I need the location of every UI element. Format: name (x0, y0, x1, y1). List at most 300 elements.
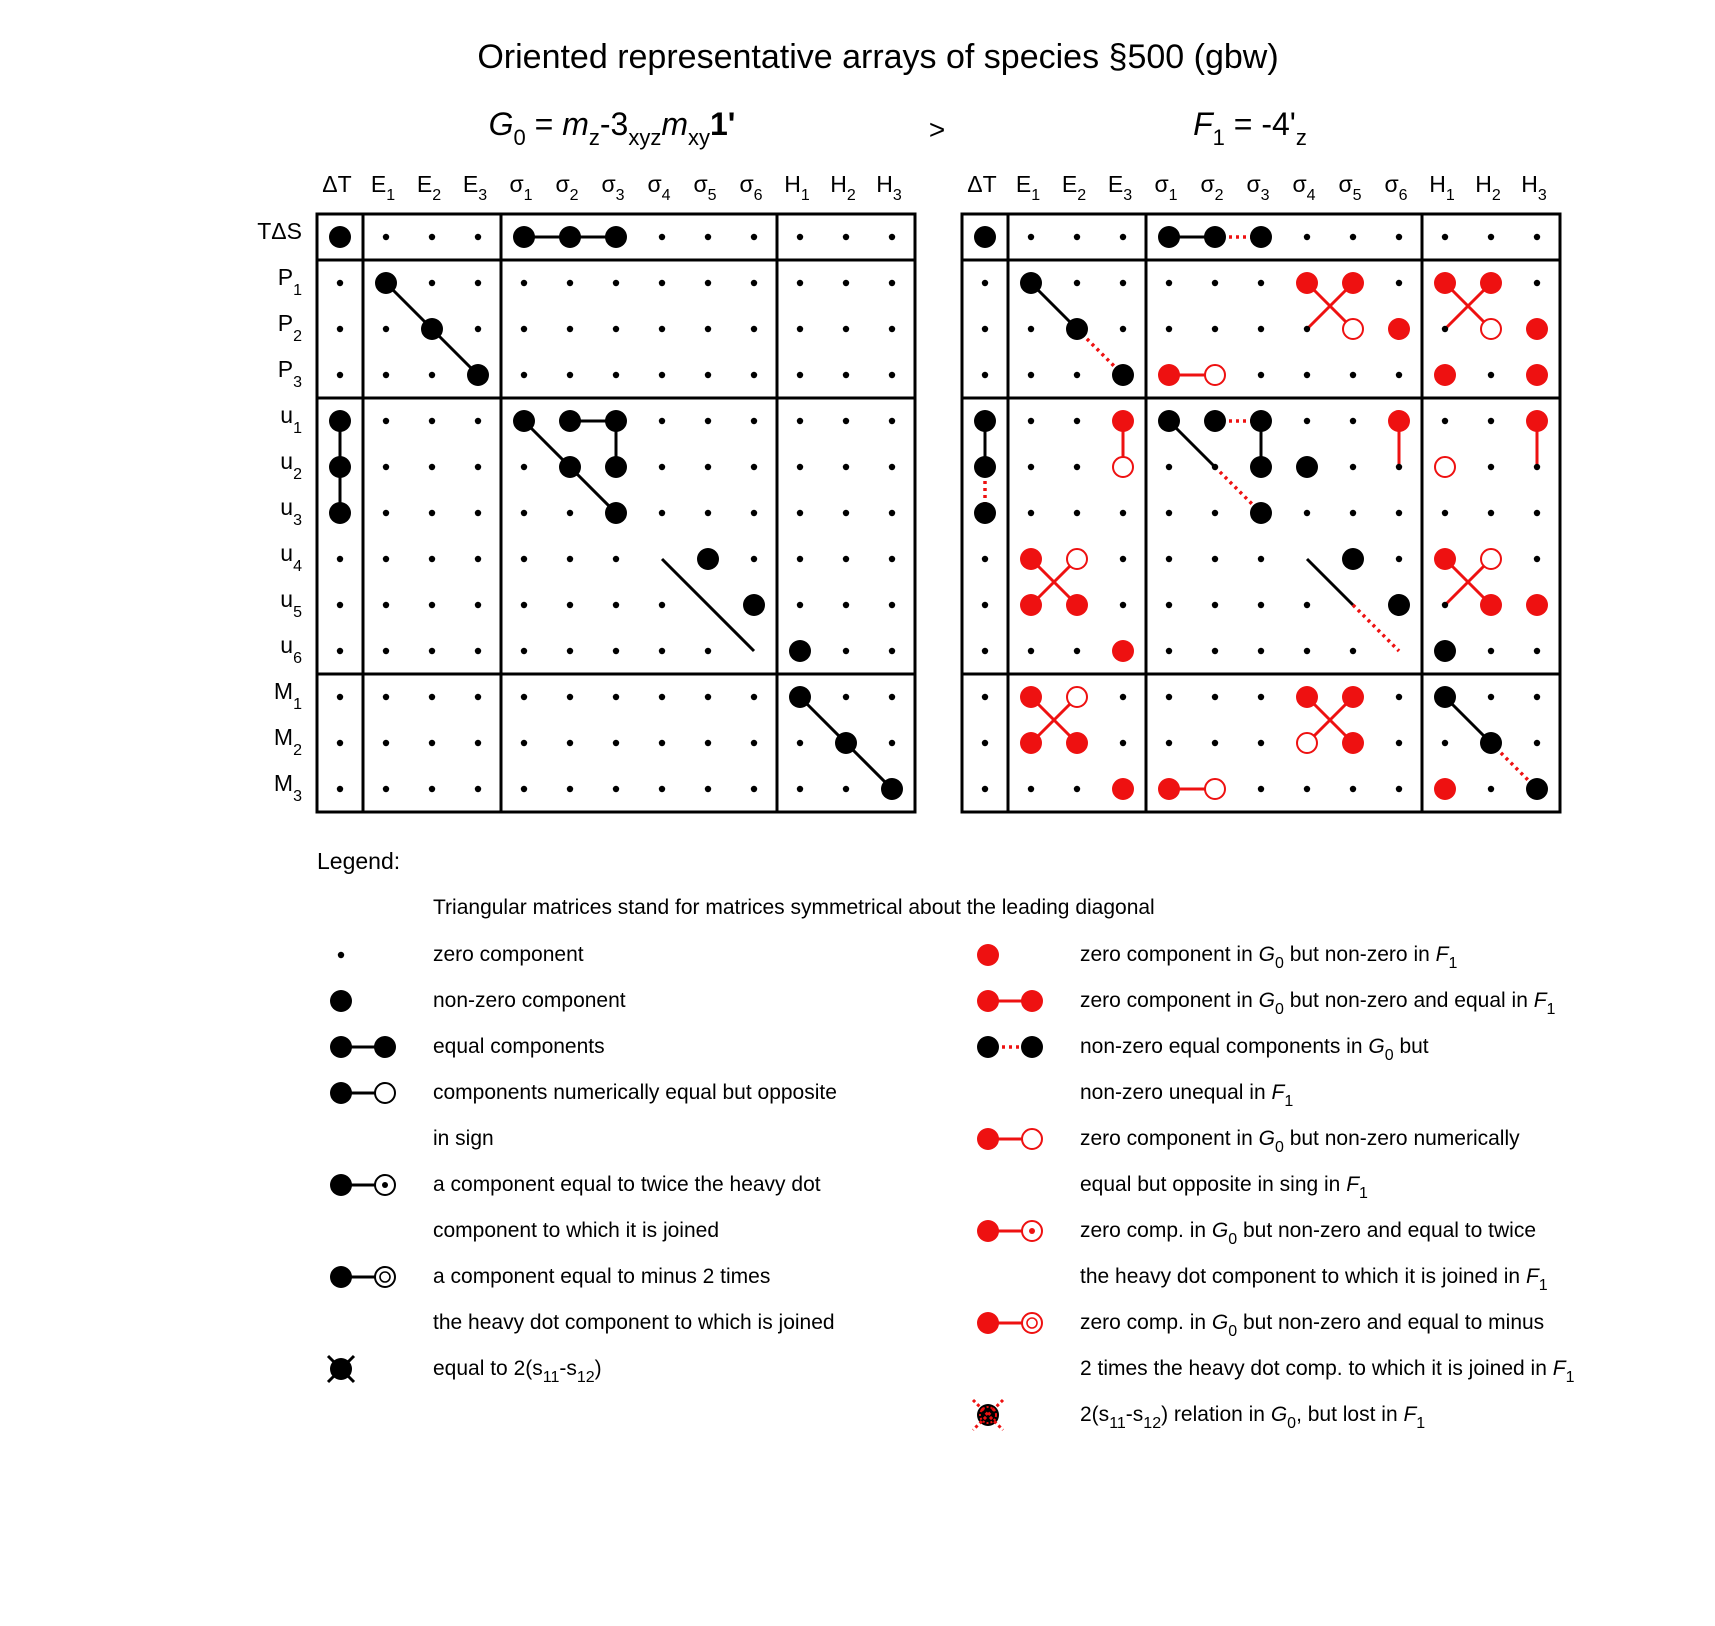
zero-component-dot (1166, 510, 1172, 516)
col-header: $\sigma_3$ (601, 171, 625, 204)
row-header: $M_2$ (273, 724, 302, 759)
legend-symbol-twice-pair (330, 1174, 395, 1196)
zero-component-dot (1258, 556, 1264, 562)
zero-component-dot (429, 602, 435, 608)
legend-text: non-zero component (433, 989, 626, 1012)
zero-component-dot (889, 280, 895, 286)
zero-component-dot (1258, 694, 1264, 700)
red-component-dot (1342, 272, 1364, 294)
zero-component-dot (1074, 648, 1080, 654)
col-header: $\sigma_4$ (1292, 171, 1316, 204)
zero-component-dot (797, 372, 803, 378)
nonzero-component-dot (1066, 318, 1088, 340)
zero-component-dot (705, 694, 711, 700)
zero-component-dot (1534, 464, 1540, 470)
zero-component-dot (1396, 694, 1402, 700)
zero-component-dot (1488, 372, 1494, 378)
main-title: Oriented representative arrays of species §500 (gbw) (477, 38, 1279, 76)
red-opposite-dot (1205, 779, 1225, 799)
col-header: $E_1$ (1015, 171, 1041, 204)
zero-component-dot (751, 326, 757, 332)
zero-component-dot (337, 602, 343, 608)
zero-component-dot (337, 372, 343, 378)
legend-text: equal components (433, 1035, 605, 1058)
zero-component-dot (1350, 418, 1356, 424)
legend-text: $2(s_{11}-s_{12})$ relation in $G_0$, but lost in $F_1$ (1080, 1403, 1426, 1432)
zero-component-dot (567, 694, 573, 700)
zero-component-dot (889, 326, 895, 332)
col-header: $\sigma_6$ (739, 171, 763, 204)
col-header: $E_2$ (1061, 171, 1087, 204)
zero-component-dot (383, 648, 389, 654)
zero-component-dot (1120, 740, 1126, 746)
comparison-symbol: > (928, 114, 946, 145)
zero-component-dot (567, 510, 573, 516)
zero-component-dot (1166, 464, 1172, 470)
zero-component-dot (567, 326, 573, 332)
col-header: ΔT (322, 171, 352, 197)
zero-component-dot (843, 280, 849, 286)
zero-component-dot (521, 786, 527, 792)
zero-component-dot (751, 694, 757, 700)
zero-component-dot (613, 740, 619, 746)
legend-symbol-small-dot (338, 952, 344, 958)
zero-component-dot (843, 556, 849, 562)
zero-component-dot (475, 648, 481, 654)
row-header: $P_1$ (277, 264, 302, 299)
red-component-dot (1296, 272, 1318, 294)
zero-component-dot (1028, 786, 1034, 792)
zero-component-dot (1350, 464, 1356, 470)
legend-text: zero component in $G_0$ but non-zero and equal in $F_1$ (1080, 989, 1556, 1018)
zero-component-dot (889, 694, 895, 700)
zero-component-dot (1534, 510, 1540, 516)
zero-component-dot (1258, 740, 1264, 746)
zero-component-dot (1396, 510, 1402, 516)
zero-component-dot (1258, 786, 1264, 792)
zero-component-dot (1212, 740, 1218, 746)
zero-component-dot (1028, 372, 1034, 378)
zero-component-dot (843, 786, 849, 792)
zero-component-dot (751, 234, 757, 240)
zero-component-dot (1166, 326, 1172, 332)
legend-text: a component equal to minus 2 times (433, 1265, 771, 1288)
red-component-dot (1296, 686, 1318, 708)
zero-component-dot (659, 464, 665, 470)
legend-symbol-minus-two-pair (330, 1266, 395, 1288)
zero-component-dot (1350, 786, 1356, 792)
zero-component-dot (1120, 280, 1126, 286)
legend-symbol-lost-cross (973, 1400, 1003, 1430)
zero-component-dot (337, 326, 343, 332)
zero-component-dot (429, 786, 435, 792)
zero-component-dot (1442, 418, 1448, 424)
zero-component-dot (429, 372, 435, 378)
nonzero-component-dot (605, 456, 627, 478)
zero-component-dot (1396, 786, 1402, 792)
zero-component-dot (1028, 464, 1034, 470)
zero-component-dot (1120, 694, 1126, 700)
col-header: $E_3$ (1107, 171, 1133, 204)
zero-component-dot (567, 786, 573, 792)
zero-component-dot (705, 740, 711, 746)
zero-component-dot (1488, 418, 1494, 424)
zero-component-dot (889, 234, 895, 240)
zero-component-dot (1304, 372, 1310, 378)
legend-symbol-red-minus-two-pair (977, 1312, 1042, 1334)
red-component-dot (1112, 640, 1134, 662)
row-header: $M_3$ (273, 770, 302, 805)
zero-component-dot (383, 234, 389, 240)
nonzero-component-dot (605, 502, 627, 524)
col-header: $\sigma_2$ (1200, 171, 1224, 204)
red-component-dot (1526, 364, 1548, 386)
zero-component-dot (751, 510, 757, 516)
zero-component-dot (705, 326, 711, 332)
col-header: $H_2$ (1475, 171, 1501, 204)
nonzero-component-dot (743, 594, 765, 616)
legend-symbol-red-dot (977, 944, 999, 966)
zero-component-dot (1120, 556, 1126, 562)
zero-component-dot (521, 326, 527, 332)
zero-component-dot (797, 418, 803, 424)
zero-component-dot (429, 694, 435, 700)
zero-component-dot (1166, 694, 1172, 700)
nonzero-component-dot (1204, 410, 1226, 432)
zero-component-dot (521, 372, 527, 378)
zero-component-dot (1442, 234, 1448, 240)
nonzero-component-dot (1342, 548, 1364, 570)
zero-component-dot (1028, 648, 1034, 654)
zero-component-dot (383, 602, 389, 608)
zero-component-dot (1028, 510, 1034, 516)
row-header: $P_2$ (277, 310, 302, 345)
zero-component-dot (521, 510, 527, 516)
legend-text: the heavy dot component to which is joined (433, 1311, 835, 1334)
zero-component-dot (475, 510, 481, 516)
red-component-dot (1480, 272, 1502, 294)
zero-component-dot (383, 786, 389, 792)
zero-component-dot (889, 648, 895, 654)
zero-component-dot (982, 602, 988, 608)
zero-component-dot (383, 372, 389, 378)
zero-component-dot (1350, 648, 1356, 654)
legend-text: non-zero unequal in $F_1$ (1080, 1081, 1294, 1110)
zero-component-dot (1488, 510, 1494, 516)
legend-text: zero comp. in $G_0$ but non-zero and equal to twice (1080, 1219, 1537, 1248)
zero-component-dot (751, 464, 757, 470)
zero-component-dot (797, 280, 803, 286)
zero-component-dot (429, 556, 435, 562)
zero-component-dot (1074, 786, 1080, 792)
zero-component-dot (797, 786, 803, 792)
nonzero-component-dot (974, 456, 996, 478)
zero-component-dot (1258, 602, 1264, 608)
zero-component-dot (521, 740, 527, 746)
zero-component-dot (429, 234, 435, 240)
zero-component-dot (613, 694, 619, 700)
zero-component-dot (1074, 510, 1080, 516)
nonzero-component-dot (1434, 640, 1456, 662)
zero-component-dot (1166, 648, 1172, 654)
zero-component-dot (383, 418, 389, 424)
zero-component-dot (1212, 464, 1218, 470)
zero-component-dot (705, 510, 711, 516)
red-component-dot (1434, 272, 1456, 294)
legend-symbol-red-opposite-pair (977, 1128, 1042, 1150)
red-component-dot (1434, 548, 1456, 570)
zero-component-dot (613, 556, 619, 562)
zero-component-dot (659, 602, 665, 608)
zero-component-dot (337, 556, 343, 562)
zero-component-dot (475, 786, 481, 792)
zero-component-dot (1166, 556, 1172, 562)
red-component-dot (1066, 594, 1088, 616)
zero-component-dot (751, 786, 757, 792)
zero-component-dot (1166, 602, 1172, 608)
zero-component-dot (567, 280, 573, 286)
zero-component-dot (475, 740, 481, 746)
legend-text: zero comp. in $G_0$ but non-zero and equal to minus (1080, 1311, 1545, 1340)
nonzero-component-dot (375, 272, 397, 294)
zero-component-dot (337, 648, 343, 654)
legend-heading: Legend: (317, 848, 401, 874)
zero-component-dot (613, 786, 619, 792)
zero-component-dot (1304, 326, 1310, 332)
zero-component-dot (705, 234, 711, 240)
nonzero-component-dot (467, 364, 489, 386)
zero-component-dot (383, 694, 389, 700)
red-component-dot (1434, 778, 1456, 800)
zero-component-dot (1396, 556, 1402, 562)
col-header: $H_2$ (830, 171, 856, 204)
red-component-dot (1388, 318, 1410, 340)
zero-component-dot (797, 556, 803, 562)
col-header: $\sigma_5$ (693, 171, 717, 204)
legend-symbol-big-dot (330, 990, 352, 1012)
legend-text: a component equal to twice the heavy dot (433, 1173, 821, 1196)
zero-component-dot (1028, 326, 1034, 332)
row-header: $u_5$ (280, 586, 302, 621)
red-component-dot (1112, 410, 1134, 432)
legend-text: zero component in $G_0$ but non-zero numerically (1080, 1127, 1520, 1156)
nonzero-component-dot (697, 548, 719, 570)
zero-component-dot (1212, 556, 1218, 562)
nonzero-component-dot (1204, 226, 1226, 248)
zero-component-dot (889, 372, 895, 378)
nonzero-component-dot (789, 686, 811, 708)
red-component-dot (1526, 410, 1548, 432)
zero-component-dot (1212, 326, 1218, 332)
legend-text: zero component in $G_0$ but non-zero in $F_1$ (1080, 943, 1458, 972)
zero-component-dot (1304, 510, 1310, 516)
zero-component-dot (705, 648, 711, 654)
zero-component-dot (1350, 372, 1356, 378)
zero-component-dot (475, 234, 481, 240)
zero-component-dot (475, 602, 481, 608)
zero-component-dot (1074, 372, 1080, 378)
legend-text: components numerically equal but opposite (433, 1081, 837, 1104)
col-header: $H_1$ (1429, 171, 1455, 204)
zero-component-dot (889, 740, 895, 746)
red-opposite-dot (1481, 549, 1501, 569)
zero-component-dot (1074, 464, 1080, 470)
red-component-dot (1480, 594, 1502, 616)
zero-component-dot (751, 280, 757, 286)
zero-component-dot (982, 786, 988, 792)
zero-component-dot (1442, 602, 1448, 608)
col-header: $\sigma_5$ (1338, 171, 1362, 204)
zero-component-dot (889, 464, 895, 470)
col-header: $E_1$ (370, 171, 396, 204)
legend-text: 2 times the heavy dot comp. to which it is joined in $F_1$ (1080, 1357, 1575, 1386)
zero-component-dot (705, 418, 711, 424)
zero-component-dot (1304, 786, 1310, 792)
nonzero-component-dot (605, 410, 627, 432)
zero-component-dot (1534, 556, 1540, 562)
zero-component-dot (383, 740, 389, 746)
zero-component-dot (521, 464, 527, 470)
row-header: $u_6$ (280, 632, 302, 667)
array-f1 (962, 106, 1560, 812)
col-header: ΔT (967, 171, 997, 197)
zero-component-dot (475, 418, 481, 424)
row-header: $P_3$ (277, 356, 302, 391)
nonzero-component-dot (1250, 456, 1272, 478)
red-opposite-dot (1297, 733, 1317, 753)
nonzero-component-dot (1112, 364, 1134, 386)
nonzero-component-dot (1020, 272, 1042, 294)
zero-component-dot (521, 602, 527, 608)
col-header: $\sigma_3$ (1246, 171, 1270, 204)
legend (317, 848, 1575, 1432)
array-label: $G_0 = m_z-3_{xyz}m_{xy}1'$ (488, 106, 736, 150)
zero-component-dot (705, 372, 711, 378)
zero-component-dot (889, 556, 895, 562)
red-component-dot (1434, 364, 1456, 386)
zero-component-dot (475, 464, 481, 470)
zero-component-dot (1442, 510, 1448, 516)
zero-component-dot (1396, 740, 1402, 746)
zero-component-dot (1534, 648, 1540, 654)
nonzero-component-dot (329, 410, 351, 432)
legend-text: non-zero equal components in $G_0$ but (1080, 1035, 1429, 1064)
zero-component-dot (982, 740, 988, 746)
nonzero-component-dot (1250, 410, 1272, 432)
zero-component-dot (429, 418, 435, 424)
zero-component-dot (567, 602, 573, 608)
red-component-dot (1342, 732, 1364, 754)
zero-component-dot (383, 464, 389, 470)
zero-component-dot (1396, 372, 1402, 378)
zero-component-dot (567, 372, 573, 378)
nonzero-component-dot (329, 226, 351, 248)
zero-component-dot (1074, 234, 1080, 240)
zero-component-dot (982, 648, 988, 654)
zero-component-dot (475, 326, 481, 332)
zero-component-dot (659, 326, 665, 332)
legend-symbol-red-equal-pair (977, 990, 1043, 1012)
component-link (662, 559, 754, 651)
nonzero-component-dot (1250, 226, 1272, 248)
zero-component-dot (843, 602, 849, 608)
zero-component-dot (659, 694, 665, 700)
row-header: $u_2$ (280, 448, 302, 483)
nonzero-component-dot (974, 502, 996, 524)
zero-component-dot (475, 280, 481, 286)
red-component-dot (1526, 594, 1548, 616)
red-component-dot (1158, 778, 1180, 800)
zero-component-dot (429, 648, 435, 654)
zero-component-dot (797, 740, 803, 746)
nonzero-component-dot (1388, 594, 1410, 616)
nonzero-component-dot (605, 226, 627, 248)
zero-component-dot (843, 234, 849, 240)
zero-component-dot (429, 280, 435, 286)
zero-component-dot (521, 648, 527, 654)
zero-component-dot (797, 234, 803, 240)
zero-component-dot (1258, 326, 1264, 332)
nonzero-component-dot (1526, 778, 1548, 800)
zero-component-dot (475, 556, 481, 562)
legend-note: Triangular matrices stand for matrices symmetrical about the leading diagonal (433, 896, 1155, 919)
nonzero-component-dot (974, 226, 996, 248)
zero-component-dot (567, 556, 573, 562)
zero-component-dot (982, 372, 988, 378)
zero-component-dot (1074, 418, 1080, 424)
zero-component-dot (1166, 740, 1172, 746)
zero-component-dot (659, 510, 665, 516)
zero-component-dot (1534, 740, 1540, 746)
zero-component-dot (429, 464, 435, 470)
zero-component-dot (843, 510, 849, 516)
legend-text: equal to $2(s_{11}-s_{12})$ (433, 1357, 602, 1386)
zero-component-dot (1534, 694, 1540, 700)
red-opposite-dot (1481, 319, 1501, 339)
zero-component-dot (982, 556, 988, 562)
zero-component-dot (1120, 602, 1126, 608)
zero-component-dot (843, 464, 849, 470)
legend-symbol-cross-dot (328, 1356, 354, 1382)
zero-component-dot (1120, 510, 1126, 516)
zero-component-dot (383, 510, 389, 516)
nonzero-component-dot (1158, 410, 1180, 432)
zero-component-dot (1396, 464, 1402, 470)
red-component-dot (1158, 364, 1180, 386)
zero-component-dot (889, 510, 895, 516)
zero-component-dot (843, 418, 849, 424)
red-component-dot (1526, 318, 1548, 340)
zero-component-dot (521, 694, 527, 700)
row-header: $M_1$ (273, 678, 302, 713)
nonzero-component-dot (789, 640, 811, 662)
zero-component-dot (1304, 418, 1310, 424)
col-header: $\sigma_1$ (509, 171, 533, 204)
zero-component-dot (1258, 372, 1264, 378)
col-header: $\sigma_2$ (555, 171, 579, 204)
row-header: TΔS (257, 218, 302, 244)
col-header: $H_3$ (1521, 171, 1547, 204)
zero-component-dot (889, 418, 895, 424)
zero-component-dot (521, 280, 527, 286)
red-opposite-dot (1205, 365, 1225, 385)
legend-symbol-equal-pair (330, 1036, 396, 1058)
legend-symbol-red-twice-pair (977, 1220, 1042, 1242)
zero-component-dot (1212, 280, 1218, 286)
zero-component-dot (751, 740, 757, 746)
legend-symbol-black-dotted-pair (977, 1036, 1043, 1058)
zero-component-dot (1488, 234, 1494, 240)
